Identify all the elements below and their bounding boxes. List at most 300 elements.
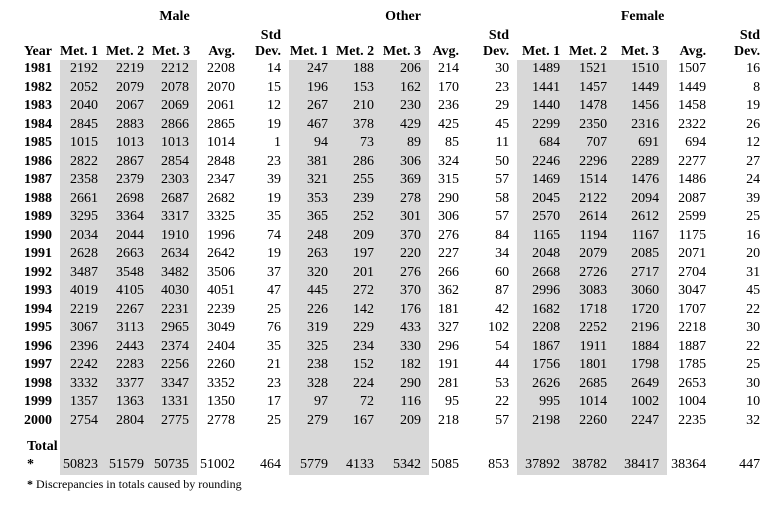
total-value-cell: 853 — [488, 457, 510, 472]
value-cell: 116 — [382, 393, 429, 412]
value-cell: 10 — [746, 394, 761, 409]
column-header-met2: Met. 2 — [336, 44, 375, 59]
value-cell: 2256 — [152, 356, 197, 375]
spacer-cell — [289, 430, 336, 456]
value-cell: 60 — [495, 264, 510, 280]
stddev-line1: Std — [260, 28, 282, 43]
column-header-met2: Met. 2 — [106, 44, 145, 59]
value-cell: 226 — [289, 301, 336, 320]
value-cell: 8 — [753, 79, 761, 95]
table-row — [0, 227, 768, 246]
value-cell: 365 — [289, 208, 336, 227]
value-cell: 3060 — [615, 282, 667, 301]
value-cell: 1996 — [207, 227, 235, 243]
value-cell: 3377 — [106, 375, 152, 394]
value-cell: 1167 — [615, 227, 667, 246]
group-header-male: Male — [159, 8, 190, 24]
value-cell: 381 — [289, 153, 336, 172]
spacer-cell — [152, 430, 197, 456]
value-cell: 2996 — [517, 282, 568, 301]
value-cell: 2687 — [152, 190, 197, 209]
value-cell: 1514 — [568, 171, 615, 190]
value-cell: 30 — [746, 320, 761, 335]
value-cell: 42 — [495, 301, 510, 317]
value-cell: 1449 — [615, 79, 667, 98]
total-value-cell: 5085 — [431, 457, 460, 472]
value-cell: 209 — [336, 227, 382, 246]
value-cell: 2239 — [207, 301, 235, 317]
value-cell: 2726 — [568, 264, 615, 283]
value-cell: 30 — [746, 375, 761, 391]
value-cell: 32 — [746, 412, 761, 428]
value-cell: 321 — [289, 171, 336, 190]
value-cell: 22 — [495, 394, 510, 409]
value-cell: 2034 — [60, 227, 106, 246]
value-cell: 2247 — [615, 412, 667, 431]
value-cell: 27 — [746, 153, 761, 169]
value-cell: 2061 — [207, 98, 235, 113]
table-row — [0, 134, 768, 153]
spacer-cell — [382, 430, 429, 456]
value-cell: 3364 — [106, 208, 152, 227]
table-row — [0, 79, 768, 98]
value-cell: 234 — [336, 338, 382, 357]
value-cell: 201 — [336, 264, 382, 283]
value-cell: 306 — [438, 209, 460, 224]
value-cell: 2289 — [615, 153, 667, 172]
value-cell: 306 — [382, 153, 429, 172]
value-cell: 23 — [267, 375, 282, 391]
value-cell: 14 — [267, 61, 282, 76]
value-cell: 2079 — [106, 79, 152, 98]
value-cell: 1682 — [517, 301, 568, 320]
value-cell: 97 — [289, 393, 336, 412]
value-cell: 2965 — [152, 319, 197, 338]
year-cell: 1999 — [24, 394, 52, 409]
table-body — [0, 60, 768, 475]
value-cell: 2246 — [517, 153, 568, 172]
value-cell: 19 — [267, 116, 282, 132]
value-cell: 1707 — [678, 301, 707, 317]
value-cell: 2347 — [207, 172, 235, 187]
value-cell: 266 — [438, 264, 460, 280]
total-value-cell: 50735 — [152, 456, 197, 475]
footnote-asterisk: * — [27, 476, 33, 491]
value-cell: 362 — [438, 283, 460, 298]
value-cell: 34 — [495, 246, 510, 261]
value-cell: 1441 — [517, 79, 568, 98]
value-cell: 191 — [438, 357, 460, 372]
value-cell: 286 — [336, 153, 382, 172]
value-cell: 1449 — [678, 79, 707, 95]
value-cell: 2044 — [106, 227, 152, 246]
value-cell: 236 — [438, 98, 460, 113]
total-value-cell: 464 — [260, 457, 282, 472]
value-cell: 37 — [267, 264, 282, 280]
value-cell: 1165 — [517, 227, 568, 246]
value-cell: 3325 — [207, 209, 235, 224]
value-cell: 2087 — [678, 190, 707, 206]
value-cell: 2682 — [207, 190, 235, 206]
value-cell: 2192 — [60, 60, 106, 79]
value-cell: 21 — [267, 357, 282, 372]
value-cell: 2242 — [60, 356, 106, 375]
table-row — [0, 282, 768, 301]
value-cell: 2078 — [152, 79, 197, 98]
value-cell: 370 — [382, 227, 429, 246]
value-cell: 73 — [336, 134, 382, 153]
value-cell: 2379 — [106, 171, 152, 190]
value-cell: 2778 — [207, 412, 235, 428]
value-cell: 16 — [746, 227, 761, 243]
value-cell: 57 — [495, 412, 510, 428]
value-cell: 3482 — [152, 264, 197, 283]
value-cell: 2260 — [207, 357, 235, 372]
value-cell: 429 — [382, 116, 429, 135]
value-cell: 196 — [289, 79, 336, 98]
value-cell: 20 — [746, 246, 761, 261]
value-cell: 1350 — [207, 394, 235, 409]
value-cell: 2052 — [60, 79, 106, 98]
stddev-line2: Dev. — [254, 44, 282, 59]
spacer-cell — [714, 430, 768, 456]
value-cell: 2653 — [678, 375, 707, 391]
value-cell: 1013 — [152, 134, 197, 153]
value-cell: 1867 — [517, 338, 568, 357]
value-cell: 2070 — [207, 79, 235, 95]
value-cell: 238 — [289, 356, 336, 375]
value-cell: 2668 — [517, 264, 568, 283]
value-cell: 2626 — [517, 375, 568, 394]
value-cell: 1015 — [60, 134, 106, 153]
value-cell: 85 — [445, 135, 460, 150]
value-cell: 19 — [267, 246, 282, 261]
value-cell: 89 — [382, 134, 429, 153]
value-cell: 95 — [445, 394, 460, 409]
total-value-cell: 38782 — [568, 456, 615, 475]
value-cell: 2296 — [568, 153, 615, 172]
value-cell: 276 — [382, 264, 429, 283]
value-cell: 247 — [289, 60, 336, 79]
value-cell: 2219 — [106, 60, 152, 79]
table-row — [0, 264, 768, 283]
spacer-cell — [429, 430, 467, 456]
spacer-cell — [197, 430, 243, 456]
year-cell: 1981 — [24, 61, 52, 76]
value-cell: 74 — [267, 227, 282, 243]
value-cell: 325 — [289, 338, 336, 357]
year-cell: 1989 — [24, 209, 52, 224]
value-cell: 2069 — [152, 97, 197, 116]
value-cell: 94 — [289, 134, 336, 153]
value-cell: 1798 — [615, 356, 667, 375]
value-cell: 2283 — [106, 356, 152, 375]
table-row — [0, 375, 768, 394]
value-cell: 3067 — [60, 319, 106, 338]
value-cell: 153 — [336, 79, 382, 98]
table-header — [0, 6, 768, 60]
value-cell: 2661 — [60, 190, 106, 209]
total-value-cell: 37892 — [517, 456, 568, 475]
value-cell: 188 — [336, 60, 382, 79]
value-cell: 39 — [746, 190, 761, 206]
value-cell: 279 — [289, 412, 336, 431]
column-header-row — [0, 26, 768, 60]
value-cell: 54 — [495, 338, 510, 354]
value-cell: 19 — [746, 98, 761, 113]
value-cell: 1357 — [60, 393, 106, 412]
value-cell: 2277 — [678, 153, 707, 169]
value-cell: 691 — [615, 134, 667, 153]
value-cell: 2322 — [678, 116, 707, 132]
value-cell: 224 — [336, 375, 382, 394]
value-cell: 2045 — [517, 190, 568, 209]
value-cell: 2260 — [568, 412, 615, 431]
value-cell: 4030 — [152, 282, 197, 301]
value-cell: 162 — [382, 79, 429, 98]
column-header-avg: Avg. — [432, 44, 460, 59]
year-cell: 1985 — [24, 135, 52, 150]
value-cell: 3332 — [60, 375, 106, 394]
group-header-female: Female — [620, 8, 665, 24]
value-cell: 2866 — [152, 116, 197, 135]
value-cell: 1331 — [152, 393, 197, 412]
value-cell: 214 — [438, 61, 460, 76]
value-cell: 25 — [267, 301, 282, 317]
value-cell: 206 — [382, 60, 429, 79]
value-cell: 327 — [438, 320, 460, 335]
column-header-stddev — [243, 26, 289, 60]
value-cell: 1014 — [207, 135, 235, 150]
value-cell: 1469 — [517, 171, 568, 190]
value-cell: 76 — [267, 320, 282, 335]
value-cell: 1720 — [615, 301, 667, 320]
group-header-other: Other — [385, 8, 421, 24]
value-cell: 2212 — [152, 60, 197, 79]
value-cell: 369 — [382, 171, 429, 190]
year-cell: 1986 — [24, 153, 52, 169]
value-cell: 11 — [495, 135, 510, 150]
value-cell: 1910 — [152, 227, 197, 246]
totals-row — [0, 456, 768, 475]
spacer-cell — [517, 430, 568, 456]
value-cell: 4051 — [207, 283, 235, 298]
value-cell: 3548 — [106, 264, 152, 283]
value-cell: 2612 — [615, 208, 667, 227]
value-cell: 370 — [382, 282, 429, 301]
table-row — [0, 97, 768, 116]
stddev-line2: Dev. — [734, 44, 761, 59]
total-value-cell: 447 — [739, 457, 761, 472]
value-cell: 227 — [438, 246, 460, 261]
value-cell: 684 — [517, 134, 568, 153]
value-cell: 1887 — [678, 338, 707, 354]
value-cell: 1756 — [517, 356, 568, 375]
value-cell: 290 — [438, 190, 460, 206]
value-cell: 53 — [495, 375, 510, 391]
value-cell: 1014 — [568, 393, 615, 412]
table-row — [0, 190, 768, 209]
value-cell: 2303 — [152, 171, 197, 190]
value-cell: 50 — [495, 153, 510, 169]
value-cell: 2634 — [152, 245, 197, 264]
column-header-met2: Met. 2 — [568, 44, 608, 59]
value-cell: 2067 — [106, 97, 152, 116]
value-cell: 3113 — [106, 319, 152, 338]
value-cell: 2649 — [615, 375, 667, 394]
value-cell: 1478 — [568, 97, 615, 116]
value-cell: 209 — [382, 412, 429, 431]
value-cell: 296 — [438, 338, 460, 354]
column-header-stddev — [714, 26, 768, 60]
group-header-row — [0, 6, 768, 26]
value-cell: 2374 — [152, 338, 197, 357]
value-cell: 1884 — [615, 338, 667, 357]
year-cell: 1995 — [24, 320, 52, 335]
value-cell: 328 — [289, 375, 336, 394]
stddev-line1: Std — [739, 28, 761, 43]
value-cell: 1 — [274, 135, 282, 150]
year-cell: 1988 — [24, 190, 52, 206]
value-cell: 2196 — [615, 319, 667, 338]
table-row — [0, 393, 768, 412]
footnote — [27, 477, 768, 491]
value-cell: 301 — [382, 208, 429, 227]
value-cell: 167 — [336, 412, 382, 431]
column-header-avg: Avg. — [208, 44, 235, 59]
value-cell: 248 — [289, 227, 336, 246]
value-cell: 23 — [495, 79, 510, 95]
table-row — [0, 60, 768, 79]
year-cell: 1983 — [24, 98, 52, 113]
value-cell: 2122 — [568, 190, 615, 209]
value-cell: 35 — [267, 209, 282, 224]
value-cell: 2316 — [615, 116, 667, 135]
value-cell: 2094 — [615, 190, 667, 209]
value-cell: 19 — [267, 190, 282, 206]
value-cell: 2235 — [678, 412, 707, 428]
total-value-cell: 4133 — [336, 456, 382, 475]
value-cell: 1507 — [678, 61, 707, 76]
value-cell: 320 — [289, 264, 336, 283]
year-cell: 1990 — [24, 227, 52, 243]
value-cell: 197 — [336, 245, 382, 264]
value-cell: 142 — [336, 301, 382, 320]
value-cell: 3083 — [568, 282, 615, 301]
value-cell: 267 — [289, 97, 336, 116]
table-row — [0, 338, 768, 357]
value-cell: 1175 — [678, 227, 707, 243]
table-row — [0, 412, 768, 431]
stddev-line1: Std — [488, 28, 510, 43]
value-cell: 1004 — [678, 394, 707, 409]
value-cell: 3295 — [60, 208, 106, 227]
value-cell: 255 — [336, 171, 382, 190]
value-cell: 218 — [438, 412, 460, 428]
value-cell: 425 — [438, 116, 460, 132]
value-cell: 58 — [495, 190, 510, 206]
spacer-cell — [568, 430, 615, 456]
value-cell: 2085 — [615, 245, 667, 264]
value-cell: 353 — [289, 190, 336, 209]
value-cell: 2717 — [615, 264, 667, 283]
value-cell: 181 — [438, 301, 460, 317]
column-header-met1: Met. 1 — [521, 44, 561, 59]
value-cell: 2267 — [106, 301, 152, 320]
value-cell: 2048 — [517, 245, 568, 264]
value-cell: 87 — [495, 283, 510, 298]
value-cell: 2754 — [60, 412, 106, 431]
value-cell: 2822 — [60, 153, 106, 172]
value-cell: 1458 — [678, 98, 707, 113]
value-cell: 2854 — [152, 153, 197, 172]
value-cell: 22 — [746, 338, 761, 354]
table-row — [0, 208, 768, 227]
value-cell: 467 — [289, 116, 336, 135]
value-cell: 1510 — [615, 60, 667, 79]
value-cell: 3352 — [207, 375, 235, 391]
spacer-cell — [336, 430, 382, 456]
value-cell: 210 — [336, 97, 382, 116]
total-value-cell: 50823 — [60, 456, 106, 475]
value-cell: 2231 — [152, 301, 197, 320]
column-header-met1: Met. 1 — [289, 44, 329, 59]
value-cell: 2865 — [207, 116, 235, 132]
total-value-cell: 5342 — [382, 456, 429, 475]
table-row — [0, 171, 768, 190]
value-cell: 39 — [267, 172, 282, 187]
value-cell: 57 — [495, 172, 510, 187]
value-cell: 1911 — [568, 338, 615, 357]
value-cell: 31 — [746, 264, 761, 280]
value-cell: 2219 — [60, 301, 106, 320]
value-cell: 230 — [382, 97, 429, 116]
value-cell: 2404 — [207, 338, 235, 354]
value-cell: 45 — [495, 116, 510, 132]
value-cell: 45 — [746, 283, 761, 298]
value-cell: 4019 — [60, 282, 106, 301]
value-cell: 2198 — [517, 412, 568, 431]
value-cell: 2848 — [207, 153, 235, 169]
value-cell: 3047 — [678, 283, 707, 298]
value-cell: 1002 — [615, 393, 667, 412]
value-cell: 1718 — [568, 301, 615, 320]
value-cell: 3347 — [152, 375, 197, 394]
year-cell: 1982 — [24, 79, 52, 95]
value-cell: 694 — [685, 135, 707, 150]
value-cell: 17 — [267, 394, 282, 409]
value-cell: 3317 — [152, 208, 197, 227]
year-cell: 2000 — [24, 412, 52, 428]
value-cell: 72 — [336, 393, 382, 412]
value-cell: 2804 — [106, 412, 152, 431]
value-cell: 2570 — [517, 208, 568, 227]
table-row — [0, 301, 768, 320]
year-cell: 1997 — [24, 357, 52, 372]
value-cell: 22 — [746, 301, 761, 317]
value-cell: 2071 — [678, 246, 707, 261]
spacer-cell — [615, 430, 667, 456]
value-cell: 1801 — [568, 356, 615, 375]
value-cell: 26 — [746, 116, 761, 132]
value-cell: 1489 — [517, 60, 568, 79]
value-cell: 15 — [267, 79, 282, 95]
value-cell: 1457 — [568, 79, 615, 98]
value-cell: 2208 — [207, 61, 235, 76]
value-cell: 2642 — [207, 246, 235, 261]
value-cell: 102 — [488, 320, 510, 335]
value-cell: 330 — [382, 338, 429, 357]
